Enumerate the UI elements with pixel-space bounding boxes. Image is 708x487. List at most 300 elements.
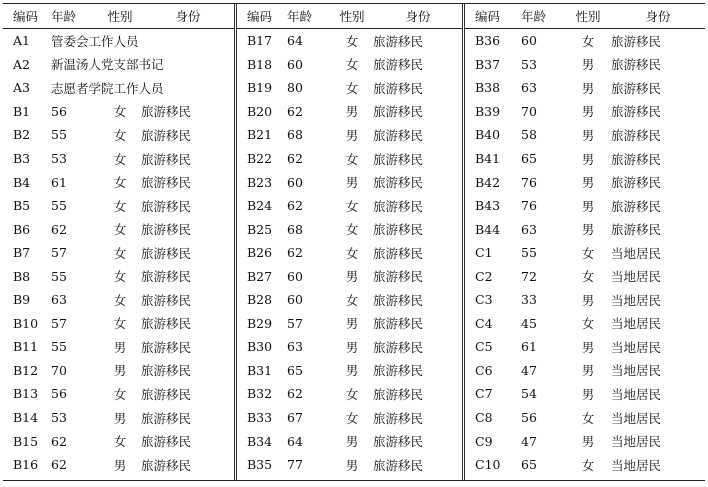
cell-age: 80 — [287, 80, 303, 96]
cell-gender: 男 — [113, 339, 127, 355]
cell-gender: 男 — [581, 292, 595, 308]
cell-code: B6 — [13, 221, 31, 237]
cell-age: 54 — [521, 386, 537, 402]
cell-code: B2 — [13, 127, 31, 143]
cell-identity: 旅游移民 — [141, 410, 192, 426]
table-row — [465, 453, 705, 477]
table-row — [3, 453, 235, 477]
header-row — [3, 4, 235, 29]
cell-age: 63 — [287, 339, 303, 355]
cell-age: 57 — [287, 315, 303, 331]
cell-age: 63 — [51, 292, 67, 308]
cell-identity: 旅游移民 — [141, 151, 192, 167]
cell-code: B5 — [13, 198, 31, 214]
cell-description: 志愿者学院工作人员 — [51, 80, 164, 96]
header-gender: 性别 — [107, 9, 133, 24]
cell-code: B31 — [247, 362, 273, 378]
cell-gender: 女 — [581, 245, 595, 261]
cell-gender: 女 — [113, 222, 127, 238]
table-row — [3, 406, 235, 430]
cell-age: 60 — [287, 292, 303, 308]
cell-identity: 旅游移民 — [373, 104, 424, 120]
cell-age: 65 — [521, 151, 537, 166]
table-row — [465, 312, 705, 336]
cell-gender: 男 — [581, 434, 595, 450]
table-row — [465, 100, 705, 124]
cell-code: B25 — [247, 221, 273, 237]
table-row — [237, 217, 463, 241]
table-row — [3, 53, 235, 77]
cell-age: 60 — [287, 268, 303, 284]
cell-code: B23 — [247, 174, 273, 190]
cell-age: 53 — [521, 56, 537, 72]
header-gender: 性别 — [339, 9, 365, 24]
table-row — [465, 382, 705, 406]
cell-identity: 旅游移民 — [373, 269, 424, 285]
cell-gender: 男 — [581, 151, 595, 167]
cell-gender: 男 — [581, 222, 595, 238]
cell-gender: 女 — [113, 127, 127, 143]
cell-code: B20 — [247, 103, 273, 119]
cell-identity: 当地居民 — [611, 245, 662, 261]
cell-code: B38 — [475, 80, 501, 96]
table-row — [237, 123, 463, 147]
header-identity: 身份 — [175, 9, 201, 24]
cell-identity: 旅游移民 — [373, 151, 424, 167]
cell-identity: 旅游移民 — [373, 363, 424, 379]
table-row — [3, 217, 235, 241]
cell-identity: 旅游移民 — [141, 339, 192, 355]
cell-description: 新温汤人党支部书记 — [51, 57, 164, 73]
table-col1 — [3, 4, 235, 476]
cell-code: B24 — [247, 198, 273, 214]
cell-code: B41 — [475, 151, 501, 166]
cell-age: 62 — [287, 245, 303, 261]
cell-age: 77 — [287, 457, 303, 473]
cell-age: 62 — [287, 151, 303, 166]
cell-code: B7 — [13, 245, 31, 261]
cell-code: B16 — [13, 457, 39, 473]
cell-code: C3 — [475, 292, 493, 308]
cell-code: B39 — [475, 103, 501, 119]
cell-gender: 男 — [345, 127, 359, 143]
cell-age: 60 — [521, 33, 537, 49]
table-row — [237, 406, 463, 430]
table-body-3 — [465, 29, 705, 477]
cell-identity: 旅游移民 — [141, 316, 192, 332]
cell-identity: 旅游移民 — [141, 104, 192, 120]
cell-code: B40 — [475, 127, 501, 143]
cell-age: 47 — [521, 362, 537, 378]
cell-gender: 男 — [113, 457, 127, 473]
cell-gender: 男 — [345, 175, 359, 191]
cell-code: B21 — [247, 127, 273, 143]
cell-identity: 当地居民 — [611, 457, 662, 473]
cell-code: B44 — [475, 221, 501, 237]
cell-code: C6 — [475, 362, 493, 378]
cell-age: 64 — [287, 33, 303, 49]
table-row — [465, 29, 705, 53]
cell-code: A1 — [13, 33, 30, 49]
table-row — [3, 335, 235, 359]
cell-gender: 男 — [345, 104, 359, 120]
table-col3 — [465, 4, 705, 476]
cell-identity: 当地居民 — [611, 410, 662, 426]
cell-gender: 男 — [581, 175, 595, 191]
cell-gender: 女 — [345, 222, 359, 238]
table-row — [3, 170, 235, 194]
cell-gender: 男 — [581, 339, 595, 355]
table-panel-3 — [465, 4, 705, 480]
table-row — [3, 194, 235, 218]
cell-code: B36 — [475, 33, 501, 49]
cell-gender: 男 — [345, 339, 359, 355]
cell-identity: 旅游移民 — [373, 222, 424, 238]
table-row — [465, 241, 705, 265]
cell-identity: 旅游移民 — [141, 457, 192, 473]
cell-age: 68 — [287, 127, 303, 143]
cell-age: 65 — [287, 362, 303, 378]
cell-identity: 当地居民 — [611, 339, 662, 355]
table-row — [465, 288, 705, 312]
table-row — [3, 264, 235, 288]
cell-code: B15 — [13, 433, 39, 449]
cell-gender: 女 — [345, 292, 359, 308]
cell-gender: 女 — [345, 245, 359, 261]
cell-code: B27 — [247, 268, 273, 284]
cell-gender: 男 — [113, 363, 127, 379]
cell-gender: 女 — [113, 292, 127, 308]
cell-identity: 旅游移民 — [141, 269, 192, 285]
cell-age: 72 — [521, 268, 537, 284]
cell-gender: 女 — [345, 57, 359, 73]
cell-gender: 女 — [345, 80, 359, 96]
cell-age: 70 — [521, 103, 537, 119]
header-row — [465, 4, 705, 29]
cell-identity: 旅游移民 — [611, 57, 662, 73]
cell-identity: 旅游移民 — [141, 245, 192, 261]
table-row — [237, 288, 463, 312]
cell-code: B10 — [13, 315, 39, 331]
table-row — [3, 382, 235, 406]
header-identity: 身份 — [405, 9, 431, 24]
table-row — [237, 53, 463, 77]
cell-code: C8 — [475, 410, 493, 426]
cell-code: B22 — [247, 151, 273, 166]
interviewee-table — [3, 3, 705, 481]
cell-gender: 女 — [113, 175, 127, 191]
cell-age: 47 — [521, 433, 537, 449]
cell-identity: 旅游移民 — [373, 457, 424, 473]
cell-age: 65 — [521, 457, 537, 473]
cell-age: 45 — [521, 315, 537, 331]
cell-identity: 当地居民 — [611, 316, 662, 332]
table-panel-2 — [237, 4, 463, 480]
cell-gender: 男 — [581, 80, 595, 96]
cell-code: B8 — [13, 268, 31, 284]
table-row — [465, 406, 705, 430]
cell-age: 61 — [51, 174, 67, 190]
table-row — [465, 429, 705, 453]
cell-gender: 男 — [345, 269, 359, 285]
cell-identity: 当地居民 — [611, 269, 662, 285]
cell-gender: 女 — [345, 198, 359, 214]
header-code: 编码 — [475, 9, 501, 24]
cell-identity: 旅游移民 — [611, 33, 662, 49]
table-row — [3, 288, 235, 312]
cell-code: B30 — [247, 339, 273, 355]
cell-identity: 旅游移民 — [611, 222, 662, 238]
cell-age: 68 — [287, 221, 303, 237]
cell-identity: 旅游移民 — [373, 316, 424, 332]
header-code: 编码 — [13, 9, 39, 24]
cell-gender: 女 — [113, 104, 127, 120]
cell-identity: 旅游移民 — [373, 339, 424, 355]
table-row — [3, 429, 235, 453]
cell-code: B26 — [247, 245, 273, 261]
cell-identity: 旅游移民 — [373, 386, 424, 402]
table-row — [237, 29, 463, 53]
cell-identity: 旅游移民 — [141, 386, 192, 402]
cell-identity: 当地居民 — [611, 363, 662, 379]
table-row — [237, 194, 463, 218]
cell-identity: 旅游移民 — [141, 175, 192, 191]
table-row — [465, 359, 705, 383]
cell-code: B12 — [13, 362, 39, 378]
header-age: 年龄 — [287, 9, 313, 24]
cell-age: 55 — [51, 127, 67, 143]
cell-identity: 旅游移民 — [373, 245, 424, 261]
table-row — [465, 194, 705, 218]
table-row — [3, 241, 235, 265]
cell-gender: 女 — [113, 434, 127, 450]
cell-gender: 男 — [345, 434, 359, 450]
cell-gender: 女 — [345, 151, 359, 167]
header-age: 年龄 — [521, 9, 547, 24]
cell-age: 60 — [287, 56, 303, 72]
table-row — [3, 359, 235, 383]
cell-code: B28 — [247, 292, 273, 308]
table-row — [465, 53, 705, 77]
cell-code: B4 — [13, 174, 31, 190]
table-col2 — [237, 4, 463, 476]
cell-identity: 旅游移民 — [141, 434, 192, 450]
table-row — [237, 453, 463, 477]
cell-code: B17 — [247, 33, 273, 49]
cell-age: 76 — [521, 174, 537, 190]
cell-gender: 男 — [581, 104, 595, 120]
cell-code: B34 — [247, 433, 273, 449]
cell-gender: 男 — [581, 57, 595, 73]
cell-gender: 女 — [113, 151, 127, 167]
cell-gender: 女 — [113, 198, 127, 214]
cell-age: 63 — [521, 221, 537, 237]
table-row — [237, 382, 463, 406]
cell-code: C2 — [475, 268, 493, 284]
cell-age: 67 — [287, 410, 303, 426]
cell-identity: 旅游移民 — [141, 222, 192, 238]
cell-gender: 男 — [345, 316, 359, 332]
cell-code: C4 — [475, 315, 493, 331]
cell-code: B18 — [247, 56, 273, 72]
table-row — [465, 170, 705, 194]
cell-gender: 男 — [581, 198, 595, 214]
cell-gender: 男 — [581, 127, 595, 143]
cell-gender: 男 — [345, 363, 359, 379]
cell-description: 管委会工作人员 — [51, 33, 139, 49]
cell-age: 62 — [51, 433, 67, 449]
cell-code: B14 — [13, 410, 39, 426]
table-row — [237, 429, 463, 453]
header-row — [237, 4, 463, 29]
cell-identity: 旅游移民 — [141, 363, 192, 379]
cell-age: 63 — [521, 80, 537, 96]
table-row — [237, 76, 463, 100]
cell-identity: 旅游移民 — [611, 80, 662, 96]
table-row — [237, 312, 463, 336]
cell-age: 57 — [51, 245, 67, 261]
table-row — [237, 335, 463, 359]
cell-identity: 旅游移民 — [373, 198, 424, 214]
cell-identity: 旅游移民 — [611, 198, 662, 214]
table-row — [237, 264, 463, 288]
cell-identity: 旅游移民 — [141, 292, 192, 308]
table-body-2 — [237, 29, 463, 477]
cell-age: 33 — [521, 292, 537, 308]
cell-age: 55 — [51, 268, 67, 284]
table-row — [3, 147, 235, 171]
cell-identity: 当地居民 — [611, 434, 662, 450]
cell-identity: 旅游移民 — [373, 57, 424, 73]
cell-gender: 女 — [581, 269, 595, 285]
table-panel-1 — [3, 4, 235, 480]
cell-gender: 女 — [345, 410, 359, 426]
cell-gender: 女 — [345, 386, 359, 402]
header-gender: 性别 — [575, 9, 601, 24]
cell-gender: 女 — [581, 316, 595, 332]
cell-gender: 女 — [581, 457, 595, 473]
cell-code: B35 — [247, 457, 273, 473]
cell-age: 56 — [51, 386, 67, 402]
table-row — [465, 147, 705, 171]
cell-gender: 女 — [113, 245, 127, 261]
cell-code: C7 — [475, 386, 493, 402]
cell-age: 61 — [521, 339, 537, 355]
table-body-1 — [3, 29, 235, 477]
cell-age: 55 — [521, 245, 537, 261]
cell-code: B11 — [13, 339, 39, 355]
cell-gender: 男 — [113, 410, 127, 426]
cell-code: B37 — [475, 56, 501, 72]
table-row — [3, 100, 235, 124]
cell-age: 56 — [521, 410, 537, 426]
cell-age: 62 — [287, 103, 303, 119]
table-row — [237, 100, 463, 124]
cell-code: C9 — [475, 433, 493, 449]
cell-identity: 旅游移民 — [611, 151, 662, 167]
cell-gender: 女 — [581, 33, 595, 49]
table-row — [465, 123, 705, 147]
cell-identity: 当地居民 — [611, 292, 662, 308]
cell-age: 53 — [51, 410, 67, 426]
cell-identity: 旅游移民 — [141, 127, 192, 143]
cell-identity: 旅游移民 — [373, 80, 424, 96]
cell-age: 57 — [51, 315, 67, 331]
cell-gender: 女 — [113, 386, 127, 402]
cell-code: B43 — [475, 198, 501, 214]
cell-code: A2 — [13, 56, 30, 72]
cell-age: 62 — [287, 386, 303, 402]
cell-code: B1 — [13, 103, 31, 119]
cell-identity: 旅游移民 — [373, 434, 424, 450]
cell-age: 55 — [51, 339, 67, 355]
cell-age: 70 — [51, 362, 67, 378]
table-row — [3, 76, 235, 100]
table-row — [3, 312, 235, 336]
cell-age: 64 — [287, 433, 303, 449]
cell-gender: 男 — [581, 363, 595, 379]
cell-identity: 旅游移民 — [373, 292, 424, 308]
cell-age: 53 — [51, 151, 67, 166]
table-row — [237, 359, 463, 383]
cell-code: B19 — [247, 80, 273, 96]
table-row — [237, 241, 463, 265]
header-age: 年龄 — [51, 9, 77, 24]
header-identity: 身份 — [645, 9, 671, 24]
table-row — [465, 335, 705, 359]
cell-gender: 男 — [581, 386, 595, 402]
cell-code: B29 — [247, 315, 273, 331]
table-row — [465, 264, 705, 288]
cell-gender: 女 — [581, 410, 595, 426]
cell-code: C5 — [475, 339, 493, 355]
cell-code: B9 — [13, 292, 31, 308]
cell-identity: 旅游移民 — [141, 198, 192, 214]
cell-age: 56 — [51, 103, 67, 119]
cell-age: 76 — [521, 198, 537, 214]
cell-identity: 旅游移民 — [611, 104, 662, 120]
cell-code: C10 — [475, 457, 501, 473]
cell-age: 62 — [51, 457, 67, 473]
cell-gender: 男 — [345, 457, 359, 473]
cell-age: 62 — [51, 221, 67, 237]
cell-code: A3 — [13, 80, 30, 96]
cell-gender: 女 — [113, 316, 127, 332]
cell-age: 60 — [287, 174, 303, 190]
cell-gender: 女 — [345, 33, 359, 49]
cell-code: C1 — [475, 245, 493, 261]
table-row — [237, 170, 463, 194]
cell-age: 62 — [287, 198, 303, 214]
cell-age: 55 — [51, 198, 67, 214]
table-row — [237, 147, 463, 171]
cell-identity: 旅游移民 — [373, 175, 424, 191]
cell-identity: 当地居民 — [611, 386, 662, 402]
cell-identity: 旅游移民 — [373, 410, 424, 426]
header-code: 编码 — [247, 9, 273, 24]
cell-age: 58 — [521, 127, 537, 143]
cell-identity: 旅游移民 — [611, 175, 662, 191]
cell-code: B32 — [247, 386, 273, 402]
cell-code: B33 — [247, 410, 273, 426]
table-row — [465, 76, 705, 100]
table-row — [465, 217, 705, 241]
cell-identity: 旅游移民 — [611, 127, 662, 143]
table-row — [3, 29, 235, 53]
cell-code: B3 — [13, 151, 31, 166]
cell-code: B13 — [13, 386, 39, 402]
cell-code: B42 — [475, 174, 501, 190]
